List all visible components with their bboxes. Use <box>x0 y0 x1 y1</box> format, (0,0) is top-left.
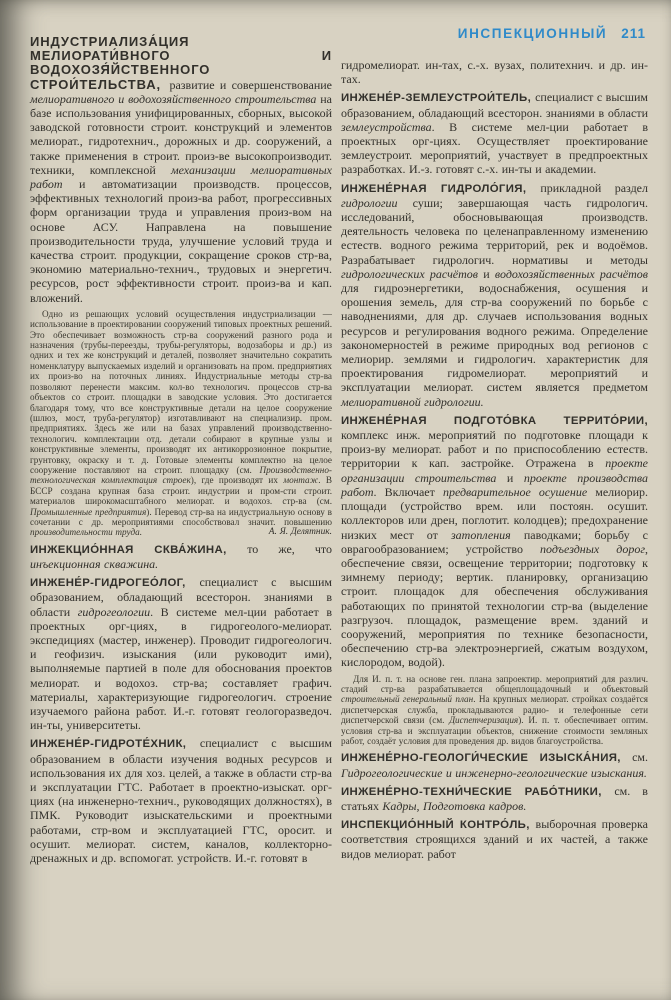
text-run: специалист с высшим образованием, обладающий всесторон. знаниями в области <box>341 90 648 120</box>
text-run: специалист с высшим образованием, обладающий всесторон. знаниями в области <box>30 575 332 619</box>
text-run: выборочная проверка соответствия строящихся зданий и их частей, а также видов мелиорат. работ <box>341 817 649 861</box>
text-run: , обеспечение связи, освещение территории; подготовку к зимнему периоду; вертик. планировку, организацию строит. площадок для обеспечения обслуживания работающих по принятой технологии стр-ва (выделение разгрузоч. площадок, размещение врем. зданий и сооружений, мероприятия по технике безопасности, обеспечению стр-ва электроэнергией, сжатым воздухом, кислородом, водой). <box>341 541 648 670</box>
entry-inzhenerno-geologicheskie-izyskaniya <box>341 750 648 779</box>
text-run: водохозяйственных расчётов <box>494 266 648 281</box>
fine-print-paragraph <box>341 674 648 747</box>
text-run: на базе использования унифицированных, сборных, высокой заводской готовности строит. конструкций и элементов мелиорат., гидротехнич., дорожных и др. сооружений, а также применения в строит. произ-ве высокопроизводит. техники, комплексной <box>30 91 332 177</box>
text-run: и автоматизации производств. процессов, эффективных технологий произ-ва работ, прогрессивных форм организации труда и управления произ-вом на основе АСУ. Направлена на повышение производительности труда, улучшение условий труда и качества строит. продукции, сокращение сроков стр-ва, экономию материально-технич., трудовых и энергетич. ресурсов, рост эффективности строит. произ-ва и кап. вложений. <box>30 177 332 305</box>
text-run: ). Перевод стр-ва на индустриальную основу в сочетании с др. мероприятиями способствовал значит. повышению <box>30 506 332 527</box>
entry-headword: ИНДУСТРИАЛИЗА́ЦИЯ МЕЛИОРАТИ́ВНОГО И ВОДОХОЗЯ́ЙСТВЕННОГО СТРОИ́ТЕЛЬСТВА, <box>30 34 332 92</box>
text-run: мелиоративного и водохозяйственного строительства <box>30 91 321 106</box>
text-run: монтаж <box>283 475 319 486</box>
text-run: проекте производства работ <box>341 470 648 499</box>
text-run: производительности труда. <box>30 527 143 538</box>
text-run: суши; завершающая часть гидрологич. исследований, обосновывающая производств. деятельность человека по целенаправленному изменению естеств. водного режима территорий, рек и водоёмов. Разрабатывает гидрологич. нормативы и методы <box>341 195 648 267</box>
entry-inspekcionnyj-kontrol <box>341 817 648 861</box>
text-run: см. в статьях <box>341 783 648 813</box>
text-run: развитие и совершенствование <box>169 77 333 92</box>
entry-headword: ИНЖЕНЕ́Р-ЗЕМЛЕУСТРОИ́ТЕЛЬ, <box>341 92 536 105</box>
text-run: . Включает <box>373 484 443 499</box>
text-run: ). И. п. т. обеспечивает оптим. условия стр-ва и эксплуатации объектов, снижение стоимости земляных работ, создаёт условия для проведения др. видов благоустройства. <box>341 715 648 746</box>
entry-headword: ИНЖЕНЕ́РНО-ГЕОЛОГИ́ЧЕСКИЕ ИЗЫСКА́НИЯ, <box>341 752 633 765</box>
right-column <box>341 58 648 861</box>
text-run: предварительное осушение <box>442 484 596 499</box>
text-run: гидрологии <box>341 195 413 210</box>
text-run: строительный генеральный план <box>341 694 474 705</box>
text-run: проекте организации строительства <box>341 456 648 485</box>
entry-inzhekcionnaya-skvazhina <box>30 542 332 571</box>
left-column <box>30 31 332 865</box>
text-run: то же, что <box>247 541 332 556</box>
text-run: и <box>506 470 524 485</box>
entry-inzhenernaya-gidrologiya <box>341 181 648 409</box>
text-run: гидрологических расчётов <box>341 266 484 281</box>
entry-inzhener-gidrogeolog <box>30 575 332 732</box>
running-head <box>458 26 646 41</box>
text-run: Производственно-технологическая комплектация строек <box>30 464 332 486</box>
entry-headword: ИНЖЕНЕ́Р-ГИДРОТЕ́ХНИК, <box>30 738 200 751</box>
entry-headword: ИНЖЕНЕ́РНО-ТЕХНИ́ЧЕСКИЕ РАБО́ТНИКИ, <box>341 785 615 798</box>
text-run: см. <box>632 750 648 765</box>
text-run: Диспетчеризация <box>449 715 519 726</box>
text-run: Одно из решающих условий осуществления индустриализации — использование в проектировании сооружений типовых проектных решений. Это обеспечивает возможность стр-ва сооружений разного рода и назначения (трубы-переезды, трубы-регуляторы, водозаборы и др.) из одних и тех же конструкций и деталей, позволяет значительно сократить номенклатуру выпускаемых изделий и организовать на пром. предприятиях их произ-во на поточных линиях. Индустриальные методы стр-ва позволяют перенести максим. кол-во технологич. процессов стр-ва объектов со строит. площадки в заводские условия. Это достигается благодаря тому, что все конструктивные детали на целое сооружение (шлюз, мост, труба-регулятор) изготавливают на специализир. пром. предприятиях. Здесь же или на базах управлений производственно-технологич. комплектации отд. детали собирают в крупные узлы и конструктивные элементы, производят их антикоррозионное покрытие, грунтовку, окраску и т. д. Готовые элементы комплектно на целое сооружение поставляют на строит. площадку (см. <box>30 308 332 475</box>
continuation-paragraph <box>341 58 648 86</box>
entry-headword: ИНЖЕКЦИО́ННАЯ СКВА́ЖИНА, <box>30 543 248 556</box>
entry-headword: ИНЖЕНЕ́РНАЯ ГИДРОЛО́ГИЯ, <box>341 182 541 195</box>
text-run: паводками; борьбу с оврагообразованием; устройство <box>341 527 648 556</box>
entry-inzhenernaya-podgotovka-territorii <box>341 413 648 670</box>
text-run: . В системе мел-ции работает в проектных орг-циях. Осуществляет проектирование землеустроит. мероприятий, участвует в предпроектных разработках. И.-з. готовят с.-х. ин-ты и академии. <box>341 119 648 177</box>
fine-print-paragraph <box>30 309 332 538</box>
entry-headword: ИНЖЕНЕ́Р-ГИДРОГЕО́ЛОГ, <box>30 577 200 590</box>
text-run: . На крупных мелиорат. стройках создаётся диспетчерская служба, прокладываются радио- и телефонные сети диспетчерской связи (см. <box>341 694 648 726</box>
page-number: 211 <box>621 26 646 41</box>
text-run: комплекс инж. мероприятий по подготовке площади к произ-ву мелиорат. работ и по приспособлению естеств. территории к кап. застройке. Отражена в <box>341 428 648 471</box>
text-run: А. Я. Делятник. <box>268 527 332 538</box>
entry-inzhener-gidrotehnik <box>30 736 332 865</box>
text-run: землеустройства <box>341 119 432 134</box>
text-run: мелиоративной гидрологии. <box>341 394 484 409</box>
entry-inzhener-zemleustroitel <box>341 90 648 176</box>
text-run: Промышленные предприятия <box>30 506 147 517</box>
text-run: и <box>483 266 495 281</box>
text-run: для гидроэнергетики, водоснабжения, осушения и орошения земель, для стр-ва сооружений по борьбе с наводнениями, для др. случаев использования водных ресурсов и регулирования водного режима. Определение закономерностей в режиме природных вод регионов с мелиорир. землями и гидрологич. характеристик для проектирования гидромелиорат. мероприятий и эксплуатации мелиорат. систем является предметом <box>341 281 648 395</box>
text-run: специалист с высшим образованием в области изучения водных ресурсов и использования их для хоз. целей, а также в области стр-ва и эксплуатации ГТС. Работает в проектно-изыскат. орг-циях (на инженерно-технич., руководящих должностях), в ПМК. Руководит изыскательскими и проектными работами, стр-вом и эксплуатацией ГТС, оросит. и осушит. мелиорат. систем, каналов, коллекторно-дренажных и др. вспомогат. устройств. И.-г. готовят в <box>30 736 332 866</box>
text-run: Для И. п. т. на основе ген. плана запроектир. мероприятий для различ. стадий стр-ва разрабатывается общеплощадочный и объектовый <box>341 673 648 694</box>
entry-industrializaciya <box>30 35 332 305</box>
entry-inzhenerno-tehnicheskie-rabotniki <box>341 784 648 813</box>
text-run: Кадры, Подготовка кадров. <box>382 798 527 813</box>
text-run: . В системе мел-ции работает в проектных орг-циях, в гидрогеолого-мелиорат. экспедициях (мастер, инженер). Проводит гидрогеологич. и геофизич. изыскания (или руководит ими), выполняемые партией в поле для обоснования проектов мелиорат. и водохоз. стр-ва; составляет графич. материалы, характеризующие гидрогеологич. строение изучаемого района работ. И.-г. готовят геологоразведоч. ин-ты, университеты. <box>30 604 333 733</box>
text-run: гидрогеологии <box>77 604 151 619</box>
text-run: гидромелиорат. ин-тах, с.-х. вузах, политехнич. и др. ин-тах. <box>341 58 648 87</box>
text-run: затопления <box>451 527 524 542</box>
text-run: механизации мелиоративных работ <box>30 162 332 192</box>
text-run: мелиорир. площади (устройство врем. или постоян. осушит. коллекторов или дрен, поглотит. колодцев); предохранение низких мест от <box>341 484 648 542</box>
text-run: ), где производят их <box>190 475 284 486</box>
text-run: Гидрогеологические и инженерно-геологические изыскания. <box>341 765 647 780</box>
text-run: прикладной раздел <box>540 180 648 195</box>
running-head-word: ИНСПЕКЦИОННЫЙ <box>457 26 608 41</box>
text-run: подъездных дорог <box>540 541 645 556</box>
entry-headword: ИНЖЕНЕ́РНАЯ ПОДГОТО́ВКА ТЕРРИТО́РИИ, <box>341 414 648 427</box>
entry-headword: ИНСПЕКЦИО́ННЫЙ КОНТРО́ЛЬ, <box>341 819 536 832</box>
text-run: . В БССР создана крупная база строит. индустрии и пром-сти строит. материалов широкомасштабного мелиорат. и водохоз. стр-ва (см. <box>30 475 332 507</box>
text-run: инъекционная скважина. <box>30 557 159 572</box>
